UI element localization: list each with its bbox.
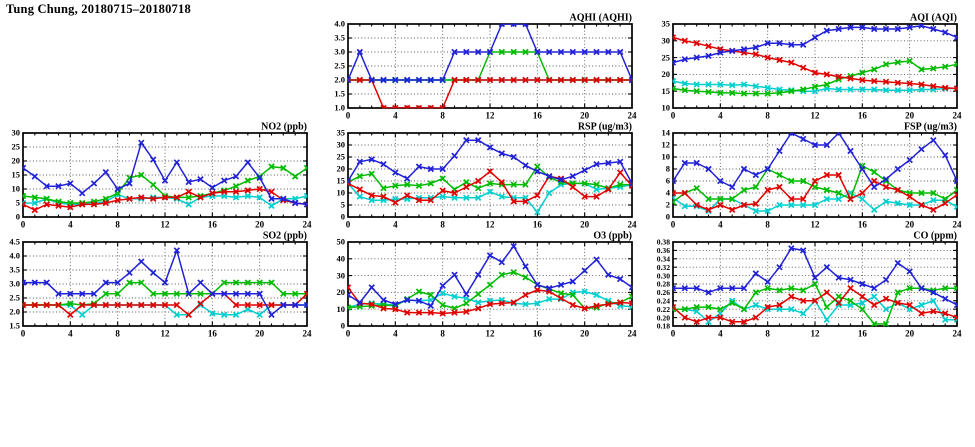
chart-title: NO2 (ppb) — [261, 121, 307, 133]
y-tick-label: 0 — [665, 211, 670, 222]
y-tick-label: 15 — [661, 85, 670, 96]
y-tick-labels — [337, 237, 346, 331]
y-tick-label: 20 — [336, 287, 345, 298]
x-tick-label: 16 — [207, 219, 217, 230]
x-tick-label: 16 — [857, 219, 867, 230]
y-tick-label: 20 — [661, 69, 670, 80]
x-tick-label: 4 — [718, 328, 723, 339]
y-tick-label: 0.20 — [656, 313, 670, 323]
x-tick-labels — [671, 329, 962, 339]
x-tick-label: 16 — [532, 328, 542, 339]
x-tick-label: 12 — [810, 219, 820, 230]
y-tick-label: 2 — [665, 199, 670, 210]
chart-title: O3 (ppb) — [593, 230, 632, 242]
y-tick-label: 0.38 — [656, 237, 670, 247]
y-tick-labels — [662, 128, 671, 222]
y-tick-label: 5 — [15, 197, 20, 208]
x-tick-label: 12 — [160, 328, 170, 339]
y-tick-label: 12 — [661, 139, 670, 150]
chart-o3 — [320, 228, 641, 342]
chart-title: AQHI (AQHI) — [569, 12, 632, 24]
y-tick-label: 30 — [661, 35, 670, 46]
y-tick-label: 2.0 — [9, 306, 20, 317]
gridlines — [348, 133, 632, 217]
chart-rsp — [320, 119, 641, 233]
x-tick-label: 24 — [952, 328, 962, 339]
y-tick-label: 3.0 — [9, 278, 20, 289]
x-tick-label: 16 — [207, 328, 217, 339]
x-tick-label: 0 — [20, 219, 26, 230]
x-tick-label: 0 — [345, 219, 351, 230]
x-tick-label: 16 — [532, 110, 542, 121]
axis-ticks — [348, 133, 632, 217]
y-tick-label: 30 — [11, 127, 20, 138]
chart-o3-canvas — [320, 228, 641, 342]
y-tick-label: 20 — [11, 155, 20, 166]
y-tick-label: 10 — [11, 183, 20, 194]
chart-no2-canvas — [0, 119, 316, 233]
x-tick-label: 8 — [440, 110, 445, 121]
x-tick-label: 12 — [485, 328, 495, 339]
y-tick-label: 25 — [336, 151, 345, 162]
y-tick-label: 15 — [336, 175, 345, 186]
x-tick-label: 24 — [302, 328, 312, 339]
x-tick-label: 24 — [952, 110, 962, 121]
y-tick-label: 2.5 — [9, 292, 20, 303]
y-tick-label: 5 — [340, 199, 345, 210]
x-tick-label: 4 — [718, 219, 723, 230]
x-tick-label: 0 — [20, 328, 26, 339]
y-tick-label: 0 — [15, 211, 20, 222]
x-tick-label: 20 — [905, 219, 915, 230]
gridlines — [348, 24, 632, 108]
x-tick-label: 0 — [670, 328, 676, 339]
y-tick-label: 1.5 — [334, 88, 345, 99]
x-tick-label: 12 — [810, 328, 820, 339]
x-tick-label: 4 — [393, 110, 398, 121]
x-tick-label: 16 — [857, 110, 867, 121]
x-tick-label: 4 — [393, 328, 398, 339]
y-tick-label: 25 — [661, 52, 670, 63]
y-tick-label: 0.34 — [656, 254, 670, 264]
x-tick-label: 20 — [580, 110, 590, 121]
y-tick-label: 0.22 — [656, 304, 670, 314]
y-tick-label: 10 — [661, 102, 670, 113]
y-tick-label: 1.0 — [334, 102, 345, 113]
y-tick-label: 0.30 — [656, 271, 670, 281]
plot-frame — [348, 133, 632, 217]
chart-aqhi — [320, 10, 641, 124]
chart-co — [645, 228, 966, 342]
chart-aqi — [645, 10, 966, 124]
y-tick-label: 4.0 — [334, 18, 345, 29]
x-tick-label: 8 — [765, 328, 770, 339]
x-tick-label: 16 — [532, 219, 542, 230]
y-tick-label: 1.5 — [9, 320, 20, 331]
x-tick-labels — [21, 329, 312, 339]
x-tick-label: 24 — [952, 219, 962, 230]
x-tick-labels — [346, 329, 637, 339]
y-tick-label: 8 — [665, 163, 670, 174]
x-tick-label: 8 — [765, 110, 770, 121]
y-tick-label: 35 — [661, 18, 670, 29]
x-tick-label: 0 — [670, 110, 676, 121]
x-tick-label: 8 — [115, 219, 120, 230]
y-tick-label: 25 — [11, 141, 20, 152]
y-tick-label: 0.32 — [656, 262, 670, 272]
x-tick-label: 0 — [345, 328, 351, 339]
y-tick-labels — [9, 237, 20, 331]
y-tick-label: 0 — [340, 211, 345, 222]
chart-so2 — [0, 228, 316, 342]
x-tick-label: 8 — [115, 328, 120, 339]
series-red-markers — [670, 35, 959, 91]
x-tick-label: 24 — [627, 219, 637, 230]
y-tick-label: 3.5 — [9, 264, 20, 275]
y-tick-label: 0.24 — [656, 296, 670, 306]
x-tick-label: 20 — [255, 219, 265, 230]
x-tick-label: 4 — [68, 328, 73, 339]
chart-title: CO (ppm) — [913, 230, 957, 242]
y-tick-label: 50 — [336, 236, 345, 247]
x-tick-label: 8 — [440, 328, 445, 339]
y-tick-labels — [12, 128, 21, 222]
x-tick-label: 20 — [580, 219, 590, 230]
x-tick-label: 4 — [718, 110, 723, 121]
y-tick-label: 40 — [336, 253, 345, 264]
chart-title: RSP (ug/m3) — [577, 121, 632, 133]
y-tick-label: 3.5 — [334, 32, 345, 43]
chart-co-canvas — [645, 228, 966, 342]
y-tick-label: 4 — [665, 187, 670, 198]
y-tick-label: 15 — [11, 169, 20, 180]
y-tick-labels — [662, 19, 671, 113]
x-tick-label: 0 — [345, 110, 351, 121]
chart-so2-canvas — [0, 228, 316, 342]
chart-no2 — [0, 119, 316, 233]
y-tick-labels — [334, 19, 345, 113]
x-tick-label: 24 — [627, 328, 637, 339]
series-red — [670, 35, 959, 91]
y-tick-label: 0.36 — [656, 246, 670, 256]
y-tick-label: 3.0 — [334, 46, 345, 57]
chart-fsp-canvas — [645, 119, 966, 233]
y-tick-label: 20 — [336, 163, 345, 174]
y-tick-label: 0 — [340, 320, 345, 331]
chart-aqhi-canvas — [320, 10, 641, 124]
x-tick-label: 12 — [160, 219, 170, 230]
y-tick-label: 14 — [661, 127, 670, 138]
y-tick-label: 10 — [336, 187, 345, 198]
x-tick-label: 20 — [905, 328, 915, 339]
x-tick-label: 20 — [255, 328, 265, 339]
y-tick-label: 0.18 — [656, 321, 670, 331]
chart-title: AQI (AQI) — [910, 12, 957, 24]
y-tick-label: 4.0 — [9, 250, 20, 261]
x-tick-label: 24 — [302, 219, 312, 230]
page-title: Tung Chung, 20180715–20180718 — [6, 2, 191, 16]
x-tick-label: 4 — [393, 219, 398, 230]
x-tick-label: 20 — [905, 110, 915, 121]
y-tick-label: 35 — [336, 127, 345, 138]
x-tick-label: 12 — [810, 110, 820, 121]
y-tick-label: 6 — [665, 175, 670, 186]
y-tick-label: 4.5 — [9, 236, 20, 247]
x-tick-label: 24 — [627, 110, 637, 121]
y-tick-label: 0.28 — [656, 279, 670, 289]
gridlines — [23, 242, 307, 326]
x-tick-label: 12 — [485, 219, 495, 230]
series-green — [670, 281, 959, 326]
chart-title: SO2 (ppb) — [262, 230, 307, 242]
y-tick-label: 0.26 — [656, 288, 670, 298]
chart-title: FSP (ug/m3) — [903, 121, 957, 133]
x-tick-label: 0 — [670, 219, 676, 230]
x-tick-label: 20 — [580, 328, 590, 339]
y-tick-label: 30 — [336, 270, 345, 281]
chart-fsp — [645, 119, 966, 233]
chart-rsp-canvas — [320, 119, 641, 233]
y-tick-label: 2.5 — [334, 60, 345, 71]
y-tick-label: 10 — [336, 303, 345, 314]
y-tick-labels — [657, 238, 670, 331]
x-tick-label: 12 — [485, 110, 495, 121]
series-blue — [345, 21, 634, 82]
chart-aqi-canvas — [645, 10, 966, 124]
y-tick-labels — [337, 128, 346, 222]
y-tick-label: 30 — [336, 139, 345, 150]
x-tick-label: 4 — [68, 219, 73, 230]
x-tick-label: 16 — [857, 328, 867, 339]
y-tick-label: 2.0 — [334, 74, 345, 85]
x-tick-label: 8 — [440, 219, 445, 230]
x-tick-label: 8 — [765, 219, 770, 230]
y-tick-label: 10 — [661, 151, 670, 162]
